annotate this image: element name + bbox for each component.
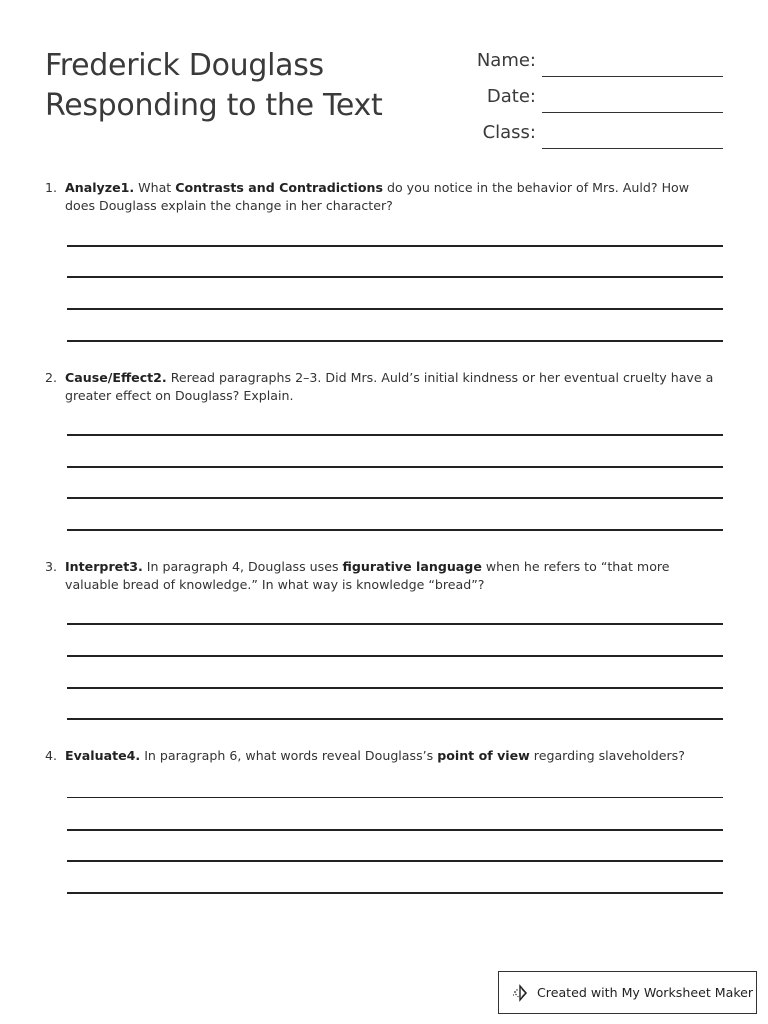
class-label: Class: [482, 122, 536, 143]
question-label: Cause/Effect2. [65, 370, 167, 385]
question-text [65, 747, 723, 765]
answer-line[interactable] [67, 860, 723, 862]
name-line[interactable] [542, 76, 723, 77]
question-label: Interpret3. [65, 559, 143, 574]
question-label: Evaluate4. [65, 748, 141, 763]
answer-line[interactable] [67, 245, 723, 247]
question-4 [45, 747, 723, 765]
question-text-part: Reread paragraphs 2–3. Did Mrs. Auld’s initial kindness or her eventual cruelty have a greater effect on Douglass? Explain. [65, 370, 714, 403]
answer-line[interactable] [67, 655, 723, 657]
answer-line[interactable] [67, 797, 723, 798]
date-field[interactable] [470, 83, 723, 113]
question-number: 1. [45, 180, 58, 195]
question-3 [45, 558, 723, 593]
answer-line[interactable] [67, 623, 723, 625]
answer-line[interactable] [67, 466, 723, 468]
question-text-part: regarding slaveholders? [529, 748, 685, 763]
question-text [65, 558, 723, 593]
name-label: Name: [476, 50, 536, 71]
question-keyword: point of view [437, 748, 530, 763]
question-text-part: when he refers to “that more valuable bread of knowledge.” In what way is knowledge “bread”? [65, 559, 670, 592]
badge-text: Created with My Worksheet Maker [537, 985, 754, 1000]
worksheet-maker-logo-icon [511, 983, 531, 1003]
question-text-part: In paragraph 4, Douglass uses [142, 559, 343, 574]
answer-line[interactable] [67, 829, 723, 831]
question-1 [45, 179, 723, 214]
question-number: 4. [45, 748, 58, 763]
answer-line[interactable] [67, 308, 723, 310]
class-line[interactable] [542, 148, 723, 149]
question-text [65, 369, 723, 404]
answer-line[interactable] [67, 276, 723, 278]
answer-line[interactable] [67, 434, 723, 436]
title-line-1: Frederick Douglass [45, 48, 324, 83]
created-with-badge[interactable] [498, 971, 757, 1014]
question-keyword: Contrasts and Contradictions [175, 180, 383, 195]
answer-line[interactable] [67, 687, 723, 689]
question-label: Analyze1. [65, 180, 135, 195]
worksheet-title [45, 46, 445, 126]
title-line-2: Responding to the Text [45, 88, 383, 123]
question-text [65, 179, 723, 214]
question-number: 2. [45, 370, 58, 385]
question-keyword: figurative language [342, 559, 482, 574]
name-field[interactable] [470, 47, 723, 77]
date-label: Date: [486, 86, 536, 107]
question-text-part: do you notice in the behavior of Mrs. Auld? How does Douglass explain the change in her character? [65, 180, 690, 213]
answer-line[interactable] [67, 497, 723, 499]
date-line[interactable] [542, 112, 723, 113]
answer-line[interactable] [67, 529, 723, 531]
question-text-part: In paragraph 6, what words reveal Douglass’s [140, 748, 438, 763]
question-2 [45, 369, 723, 404]
question-number: 3. [45, 559, 58, 574]
question-text-part: What [134, 180, 176, 195]
class-field[interactable] [470, 119, 723, 149]
answer-line[interactable] [67, 340, 723, 342]
answer-line[interactable] [67, 718, 723, 720]
answer-line[interactable] [67, 892, 723, 894]
